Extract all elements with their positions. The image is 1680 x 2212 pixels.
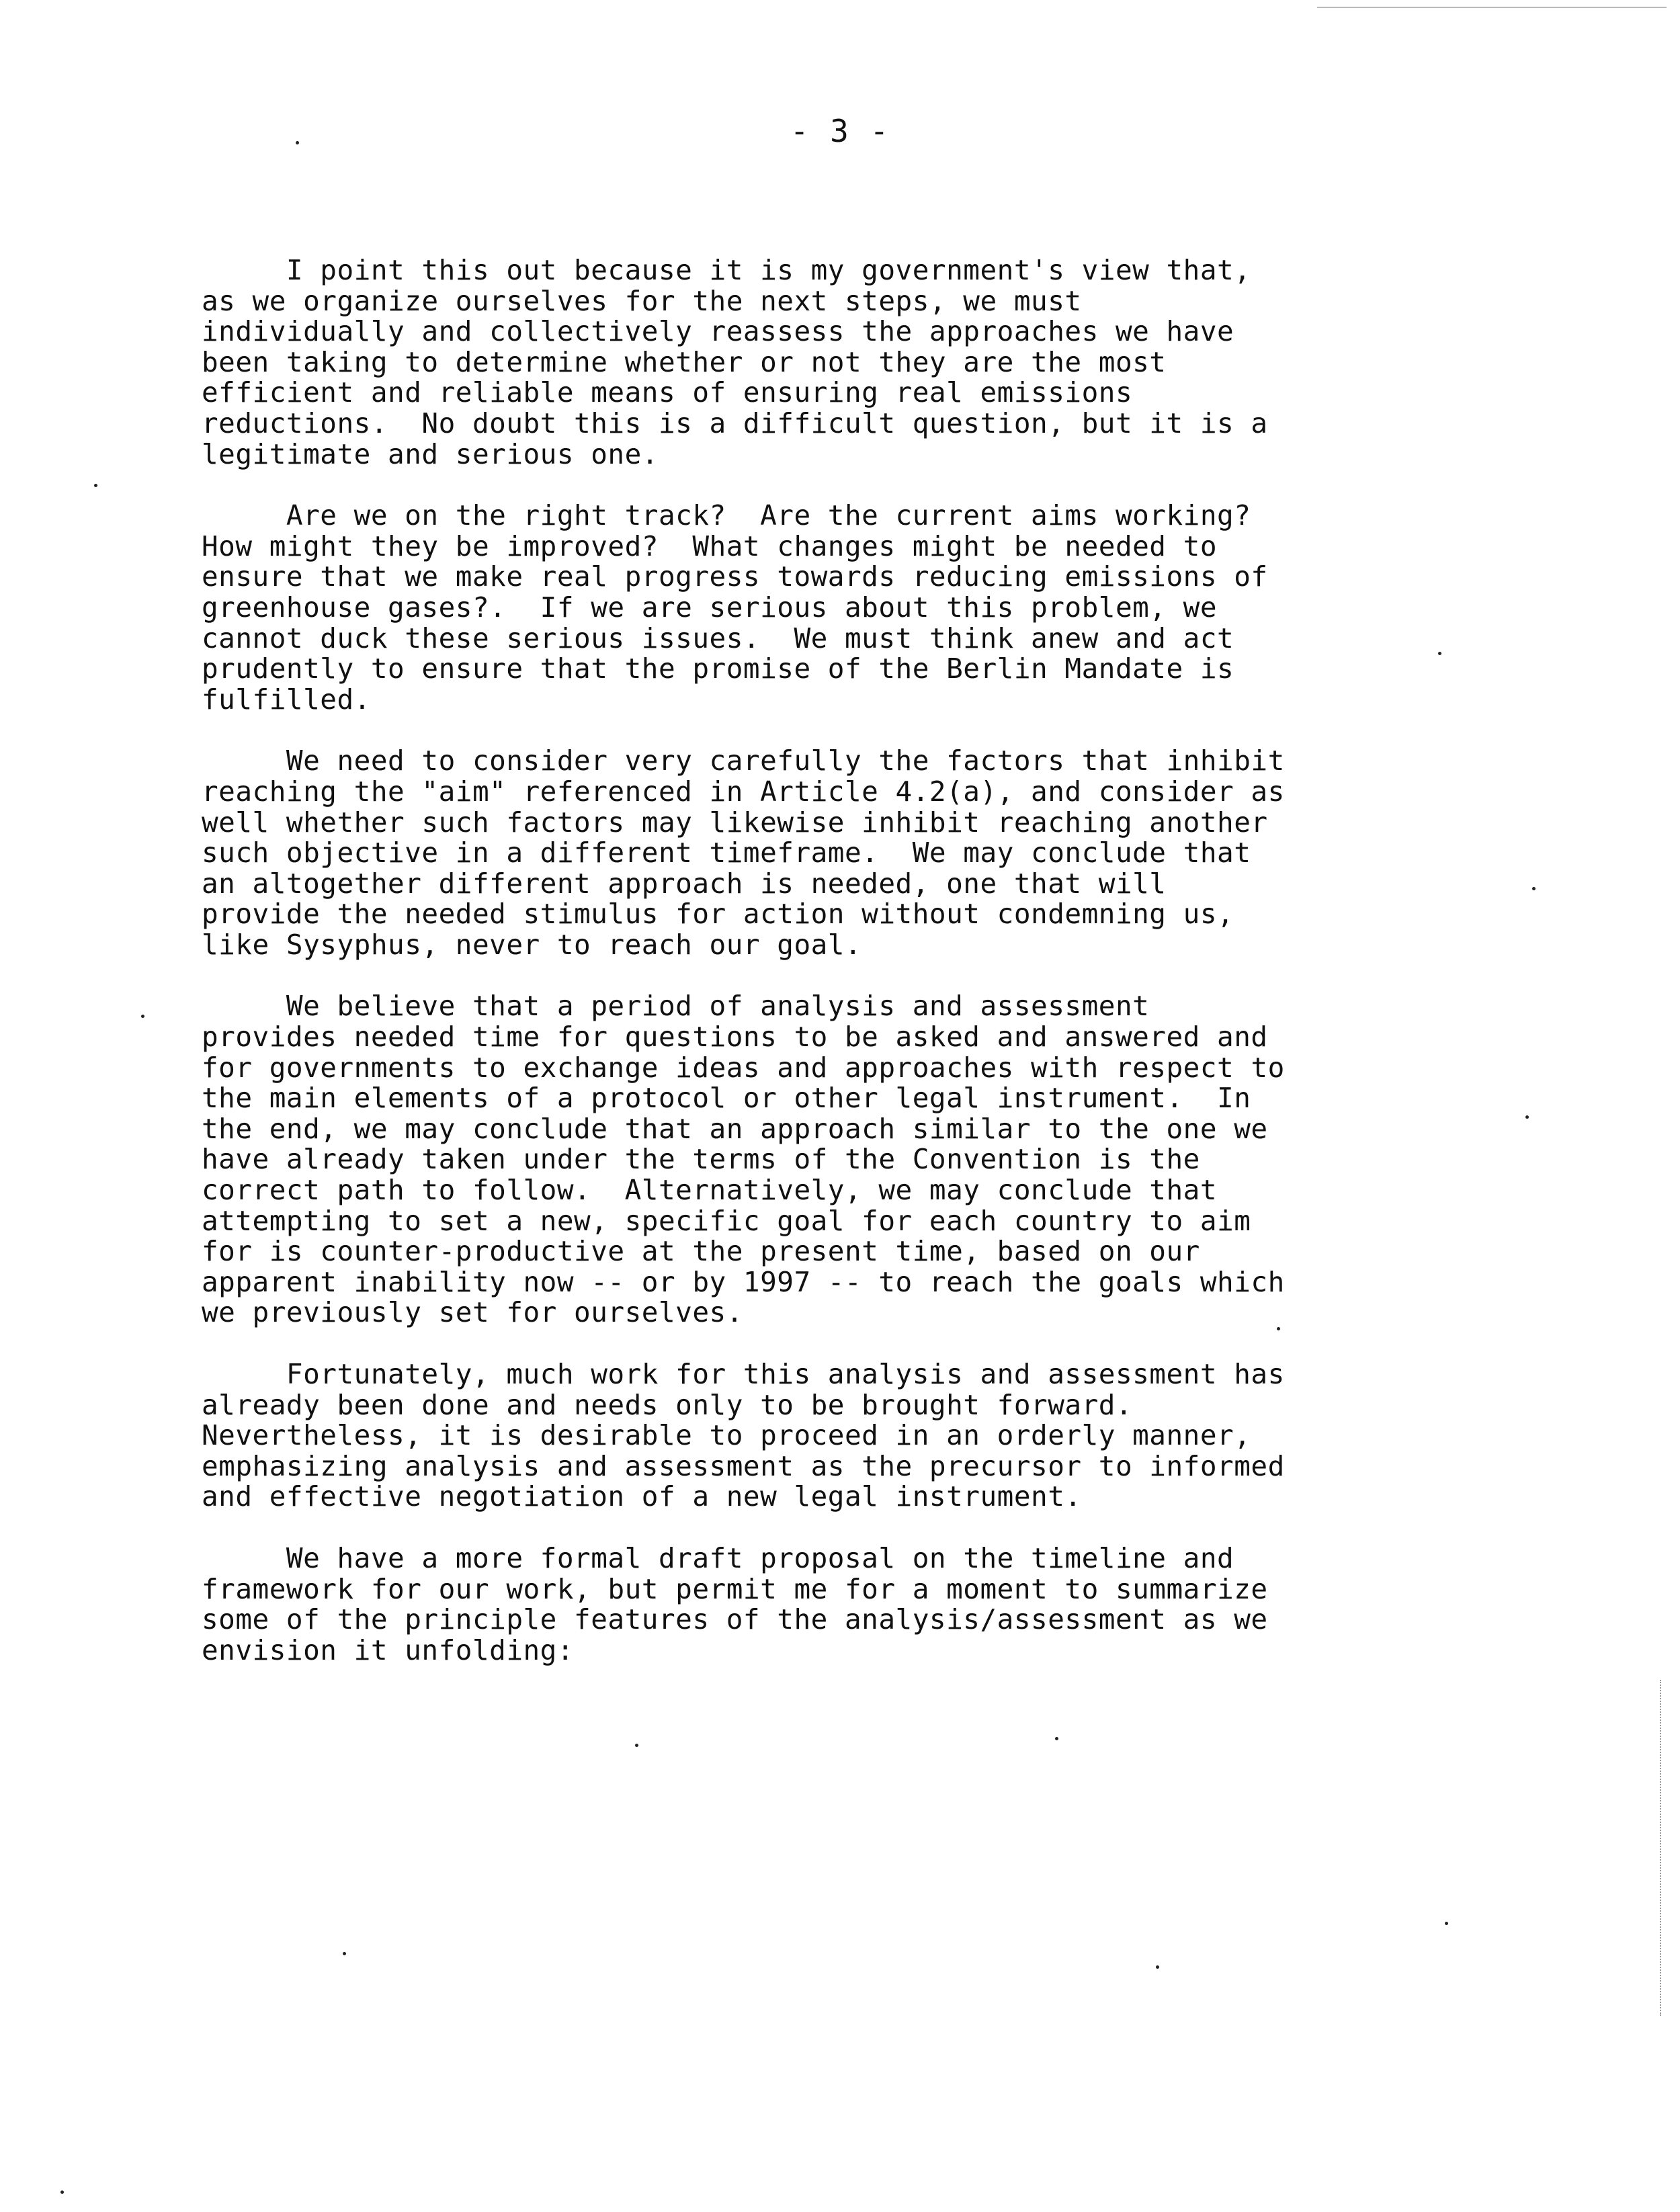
scan-speck — [1525, 1115, 1529, 1119]
scan-edge-line — [1317, 7, 1667, 8]
paragraph-4: We believe that a period of analysis and assessment provides needed time for questions to be asked and answered and for governments to exchange ideas and approaches with respect to the main elements of a protocol or other legal instrument. In the end, we may conclude that an approach similar to the one we have already taken under the terms of the Convention is the correct path to follow. Alternatively, we may conclude that attempting to set a new, specific goal for each country to aim for is counter-productive at the present time, based on our apparent inability now -- or by 1997 -- to reach the goals which we previously set for ourselves. — [202, 990, 1285, 1329]
paragraph-2: Are we on the right track? Are the current aims working? How might they be improved? What changes might be needed to ensure that we make real progress towards reducing emissions of greenhouse gases?. If we are serious about this problem, we cannot duck these serious issues. We must think anew and act prudently to ensure that the promise of the Berlin Mandate is fulfilled. — [202, 499, 1268, 716]
scan-speck — [1277, 1327, 1280, 1330]
scan-speck — [635, 1744, 638, 1747]
scan-speck — [1156, 1965, 1159, 1969]
paragraph-6: We have a more formal draft proposal on the timeline and framework for our work, but permit me for a moment to summarize some of the principle features of the analysis/assessment as we envision it unfolding: — [202, 1541, 1268, 1666]
paragraph-5: Fortunately, much work for this analysis and assessment has already been done and needs only to be brought forward. Nevertheless, it is desirable to proceed in an orderly manner, emphasizing analysis and assessment as the precursor to informed and effective negotiation of a new legal instrument. — [202, 1358, 1285, 1513]
scan-speck — [1445, 1922, 1448, 1925]
scan-speck — [94, 484, 97, 487]
scan-speck — [1055, 1737, 1058, 1740]
scan-margin-mark — [1658, 1680, 1661, 2016]
body-text — [202, 255, 1398, 1697]
paragraph-1: I point this out because it is my government's view that, as we organize ourselves for the next steps, we must individually and collectively reassess the approaches we have been taking to determine whether or not they are the most efficient and reliable means of ensuring real emissions reductions. No doubt this is a difficult question, but it is a legitimate and serious one. — [202, 254, 1268, 470]
scan-speck — [296, 141, 299, 144]
scan-speck — [141, 1015, 144, 1018]
scan-speck — [1438, 652, 1441, 655]
scan-speck — [60, 2190, 64, 2194]
paragraph-3: We need to consider very carefully the factors that inhibit reaching the "aim" referenced in Article 4.2(a), and consider as well whether such factors may likewise inhibit reaching another such objective in a different timeframe. We may conclude that an altogether different approach is needed, one that will provide the needed stimulus for action without condemning us, like Sysyphus, never to reach our goal. — [202, 745, 1285, 961]
scan-speck — [343, 1952, 346, 1955]
page-number: - 3 - — [790, 113, 890, 149]
scan-speck — [1532, 887, 1536, 890]
